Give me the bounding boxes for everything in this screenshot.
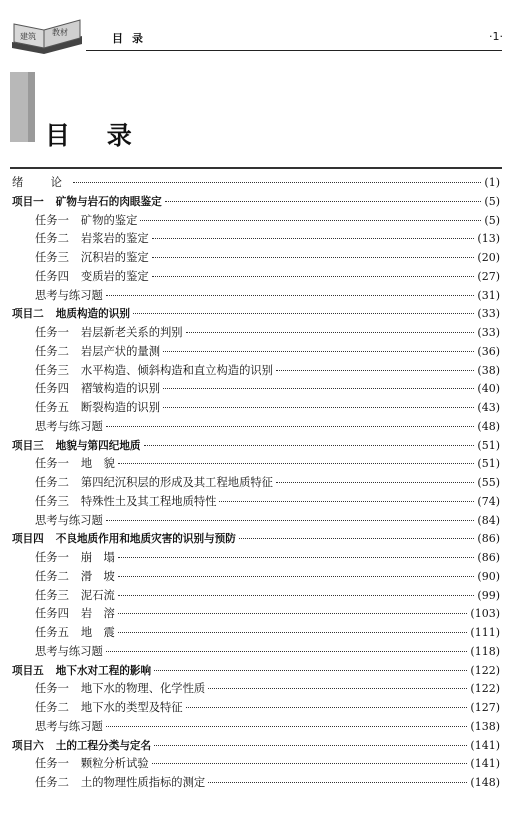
- entry-page-number: (86): [477, 551, 500, 564]
- entry-page-number: (148): [470, 776, 500, 789]
- entry-number: 任务一: [35, 326, 69, 339]
- toc-intro-entry[interactable]: [12, 174, 500, 193]
- toc-task-entry[interactable]: [12, 362, 500, 381]
- toc-task-entry[interactable]: [12, 643, 500, 662]
- entry-title: 第四纪沉积层的形成及其工程地质特征: [80, 476, 273, 489]
- entry-page-number: (38): [477, 363, 500, 377]
- toc-task-entry[interactable]: [12, 680, 500, 699]
- entry-page-number: (27): [477, 269, 500, 283]
- dot-leader: [118, 613, 468, 614]
- header-rule: [86, 50, 502, 51]
- dot-leader: [152, 763, 468, 764]
- entry-page-number: (48): [477, 419, 500, 433]
- entry-number: 任务一: [35, 213, 69, 227]
- toc-task-entry[interactable]: [12, 774, 500, 793]
- toc-task-entry[interactable]: [12, 624, 500, 643]
- entry-title: 水平构造、倾斜构造和直立构造的识别: [80, 363, 273, 377]
- dot-leader: [118, 557, 475, 558]
- dot-leader: [163, 351, 474, 352]
- toc-task-entry[interactable]: [12, 268, 500, 287]
- entry-page-number: (51): [477, 457, 500, 471]
- entry-title: 绪 论: [12, 176, 70, 189]
- entry-title: 褶皱构造的识别: [80, 382, 160, 396]
- entry-page-number: (111): [470, 626, 500, 639]
- page-title: 目 录: [45, 121, 146, 150]
- toc-task-entry[interactable]: [12, 380, 500, 399]
- entry-title: 颗粒分析试验: [80, 757, 149, 771]
- entry-number: 项目一: [12, 195, 44, 208]
- entry-title: 思考与练习题: [35, 513, 103, 527]
- entry-number: 任务二: [35, 232, 69, 246]
- toc-task-entry[interactable]: [12, 418, 500, 437]
- dot-leader: [106, 426, 475, 427]
- toc-task-entry[interactable]: [12, 587, 500, 606]
- entry-title: 土的物理性质指标的测定: [80, 776, 206, 789]
- toc-task-entry[interactable]: [12, 324, 500, 343]
- dot-leader: [73, 182, 482, 183]
- page-header: [0, 0, 515, 60]
- entry-number: 任务一: [35, 551, 69, 564]
- entry-title: 岩浆岩的鉴定: [80, 232, 149, 246]
- entry-page-number: (5): [484, 194, 500, 208]
- toc-task-entry[interactable]: [12, 287, 500, 306]
- entry-number: 任务三: [35, 494, 69, 508]
- dot-leader: [106, 651, 468, 652]
- entry-number: 项目二: [12, 308, 44, 321]
- entry-title: 思考与练习题: [35, 288, 103, 302]
- entry-title: 不良地质作用和地质灾害的识别与预防: [55, 533, 236, 546]
- toc-task-entry[interactable]: [12, 493, 500, 512]
- entry-page-number: (5): [484, 213, 500, 227]
- entry-title: 地 貌: [80, 457, 115, 471]
- entry-title: 泥石流: [80, 588, 115, 602]
- entry-number: 任务四: [35, 607, 69, 621]
- dot-leader: [133, 313, 474, 314]
- toc-project-entry[interactable]: [12, 530, 500, 549]
- toc-task-entry[interactable]: [12, 474, 500, 493]
- entry-page-number: (90): [477, 569, 500, 583]
- entry-number: 任务三: [35, 588, 69, 602]
- dot-leader: [208, 782, 467, 783]
- title-decoration-bar: [10, 72, 35, 142]
- toc-task-entry[interactable]: [12, 512, 500, 531]
- entry-page-number: (20): [477, 251, 500, 264]
- entry-page-number: (40): [477, 382, 500, 396]
- dot-leader: [165, 201, 482, 202]
- toc-task-entry[interactable]: [12, 718, 500, 737]
- dot-leader: [106, 520, 475, 521]
- entry-page-number: (74): [477, 494, 500, 508]
- entry-number: 项目四: [12, 533, 44, 546]
- entry-number: 任务四: [35, 269, 69, 283]
- dot-leader: [186, 332, 475, 333]
- toc-task-entry[interactable]: [12, 230, 500, 249]
- dot-leader: [219, 501, 474, 502]
- entry-title: 地貌与第四纪地质: [55, 439, 141, 452]
- entry-number: 任务五: [35, 401, 69, 414]
- svg-text:教材: 教材: [52, 28, 68, 37]
- toc-project-entry[interactable]: [12, 193, 500, 212]
- dot-leader: [140, 220, 481, 221]
- dot-leader: [152, 238, 475, 239]
- dot-leader: [239, 538, 475, 539]
- entry-page-number: (141): [470, 738, 500, 752]
- entry-number: 任务四: [35, 382, 69, 396]
- entry-page-number: (33): [477, 326, 500, 339]
- entry-page-number: (43): [477, 401, 500, 414]
- entry-page-number: (86): [477, 532, 500, 546]
- entry-title: 崩 塌: [80, 551, 115, 564]
- entry-title: 思考与练习题: [35, 644, 103, 658]
- toc-project-entry[interactable]: [12, 305, 500, 324]
- entry-page-number: (55): [477, 476, 500, 489]
- entry-page-number: (141): [470, 757, 500, 771]
- toc-task-entry[interactable]: [12, 455, 500, 474]
- entry-title: 岩层产状的量测: [80, 344, 160, 358]
- entry-title: 特殊性土及其工程地质特性: [80, 494, 217, 508]
- entry-page-number: (138): [470, 719, 500, 733]
- entry-title: 变质岩的鉴定: [80, 269, 149, 283]
- dot-leader: [276, 482, 474, 483]
- entry-page-number: (84): [477, 513, 500, 527]
- page-number: ·1·: [489, 30, 503, 43]
- entry-title: 岩 溶: [80, 607, 115, 621]
- toc-task-entry[interactable]: [12, 755, 500, 774]
- entry-page-number: (1): [484, 176, 500, 189]
- entry-page-number: (127): [470, 701, 500, 714]
- dot-leader: [163, 388, 474, 389]
- entry-page-number: (33): [477, 307, 500, 321]
- toc-project-entry[interactable]: [12, 662, 500, 681]
- logo-text: 建筑: [20, 32, 36, 41]
- entry-number: 项目五: [12, 664, 44, 677]
- entry-number: 任务二: [35, 344, 69, 358]
- entry-page-number: (36): [477, 344, 500, 358]
- entry-title: 滑 坡: [80, 569, 115, 583]
- entry-title: 思考与练习题: [35, 719, 103, 733]
- dot-leader: [144, 445, 475, 446]
- toc-task-entry[interactable]: [12, 212, 500, 231]
- entry-title: 岩层新老关系的判别: [80, 326, 183, 339]
- book-logo-icon: [8, 18, 86, 54]
- entry-page-number: (122): [470, 663, 500, 677]
- toc-task-entry[interactable]: [12, 605, 500, 624]
- toc-task-entry[interactable]: [12, 699, 500, 718]
- entry-number: 任务二: [35, 776, 69, 789]
- entry-title: 土的工程分类与定名: [55, 739, 152, 752]
- toc-task-entry[interactable]: [12, 549, 500, 568]
- dot-leader: [118, 595, 475, 596]
- entry-number: 任务一: [35, 457, 69, 471]
- dot-leader: [154, 670, 467, 671]
- toc-task-entry[interactable]: [12, 568, 500, 587]
- entry-title: 矿物的鉴定: [80, 213, 138, 227]
- entry-title: 地质构造的识别: [55, 308, 130, 321]
- entry-page-number: (122): [470, 682, 500, 696]
- running-header-title: 目录: [112, 32, 152, 45]
- title-rule: [10, 167, 502, 169]
- entry-number: 任务二: [35, 701, 69, 714]
- dot-leader: [186, 707, 468, 708]
- toc-task-entry[interactable]: [12, 249, 500, 268]
- entry-page-number: (31): [477, 288, 500, 302]
- toc-task-entry[interactable]: [12, 343, 500, 362]
- entry-number: 任务五: [35, 626, 69, 639]
- entry-number: 任务二: [35, 569, 69, 583]
- dot-leader: [154, 745, 467, 746]
- entry-number: 项目六: [12, 739, 44, 752]
- toc-project-entry[interactable]: [12, 437, 500, 456]
- dot-leader: [118, 632, 468, 633]
- dot-leader: [152, 257, 475, 258]
- dot-leader: [118, 463, 475, 464]
- entry-number: 项目三: [12, 439, 44, 452]
- toc-project-entry[interactable]: [12, 737, 500, 756]
- dot-leader: [106, 726, 468, 727]
- entry-title: 地 震: [80, 626, 115, 639]
- dot-leader: [163, 407, 474, 408]
- entry-title: 地下水对工程的影响: [55, 664, 152, 677]
- entry-number: 任务一: [35, 682, 69, 696]
- entry-page-number: (13): [477, 232, 500, 246]
- dot-leader: [152, 276, 475, 277]
- entry-page-number: (51): [477, 438, 500, 452]
- entry-number: 任务一: [35, 757, 69, 771]
- dot-leader: [208, 688, 467, 689]
- entry-title: 思考与练习题: [35, 419, 103, 433]
- entry-page-number: (103): [470, 607, 500, 621]
- entry-page-number: (99): [477, 588, 500, 602]
- dot-leader: [106, 295, 475, 296]
- toc-task-entry[interactable]: [12, 399, 500, 418]
- entry-page-number: (118): [470, 644, 500, 658]
- entry-number: 任务三: [35, 251, 69, 264]
- dot-leader: [118, 576, 475, 577]
- entry-number: 任务三: [35, 363, 69, 377]
- entry-title: 断裂构造的识别: [80, 401, 160, 414]
- entry-title: 地下水的物理、化学性质: [80, 682, 206, 696]
- entry-number: 任务二: [35, 476, 69, 489]
- dot-leader: [276, 370, 474, 371]
- table-of-contents: [12, 174, 500, 793]
- entry-title: 地下水的类型及特征: [80, 701, 183, 714]
- entry-title: 沉积岩的鉴定: [80, 251, 149, 264]
- entry-title: 矿物与岩石的肉眼鉴定: [55, 195, 162, 208]
